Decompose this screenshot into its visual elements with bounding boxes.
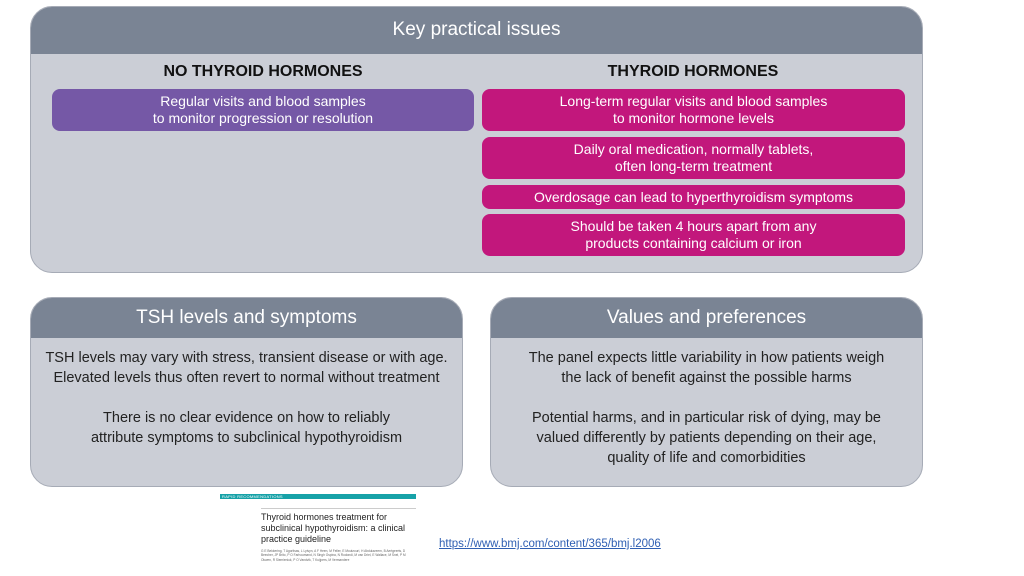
values-preferences-title: Values and preferences <box>491 298 922 338</box>
no-thyroid-hormones-heading: NO THYROID HORMONES <box>163 63 363 80</box>
paper-authors: G E Bekkering, T Agoritsas, L Lytvyn, A F Heen, M Feller, E Moutzouri, H Abdulazeem, B Aertgeerts, D Beecher, JP Brito, P O Farhoumand, N Singh Ospina, N Rodondi, M van Driel, E Wallace, M Snel, P M Okwen, R Siemieniuk, P O Vandvik, T Kuijpers, M Vermandere <box>261 549 406 562</box>
no-hormones-item <box>52 89 474 131</box>
bmj-link[interactable]: https://www.bmj.com/content/365/bmj.l2006 <box>439 538 661 550</box>
key-practical-issues-panel <box>30 6 923 273</box>
values-preferences-panel <box>490 297 923 487</box>
item-line: Overdosage can lead to hyperthyroidism symptoms <box>533 188 854 205</box>
values-paragraph: Potential harms, and in particular risk of dying, may be valued differently by patients depending on their age, quality of life and comorbidities <box>532 410 881 466</box>
tsh-levels-title: TSH levels and symptoms <box>31 298 462 338</box>
paper-title: Thyroid hormones treatment for subclinical hypothyroidism: a clinical practice guideline <box>261 512 406 544</box>
item-line: Long-term regular visits and blood samples <box>559 93 828 109</box>
tsh-levels-body <box>31 338 462 448</box>
item-line: often long-term treatment <box>614 158 773 174</box>
hormones-item <box>482 214 905 256</box>
item-line: Daily oral medication, normally tablets, <box>573 141 814 157</box>
paper-rule <box>261 508 416 509</box>
hormones-item <box>482 89 905 131</box>
thyroid-hormones-heading: THYROID HORMONES <box>607 63 779 80</box>
paper-thumbnail <box>220 494 416 574</box>
paper-section-bar: RAPID RECOMMENDATIONS <box>220 494 416 499</box>
values-paragraph: The panel expects little variability in how patients weigh the lack of benefit against the possible harms <box>528 350 885 386</box>
item-line: to monitor progression or resolution <box>152 110 374 126</box>
hormones-item <box>482 137 905 179</box>
tsh-paragraph: There is no clear evidence on how to reliably attribute symptoms to subclinical hypothyroidism <box>90 410 403 446</box>
hormones-item <box>482 185 905 209</box>
item-line: Should be taken 4 hours apart from any <box>570 218 817 234</box>
item-line: to monitor hormone levels <box>612 110 775 126</box>
item-line: Regular visits and blood samples <box>160 93 366 109</box>
item-line: products containing calcium or iron <box>585 235 802 251</box>
key-practical-issues-title: Key practical issues <box>31 7 922 54</box>
tsh-levels-panel <box>30 297 463 487</box>
tsh-paragraph: TSH levels may vary with stress, transient disease or with age. Elevated levels thus often revert to normal without treatment <box>45 350 448 386</box>
values-preferences-body <box>491 338 922 468</box>
